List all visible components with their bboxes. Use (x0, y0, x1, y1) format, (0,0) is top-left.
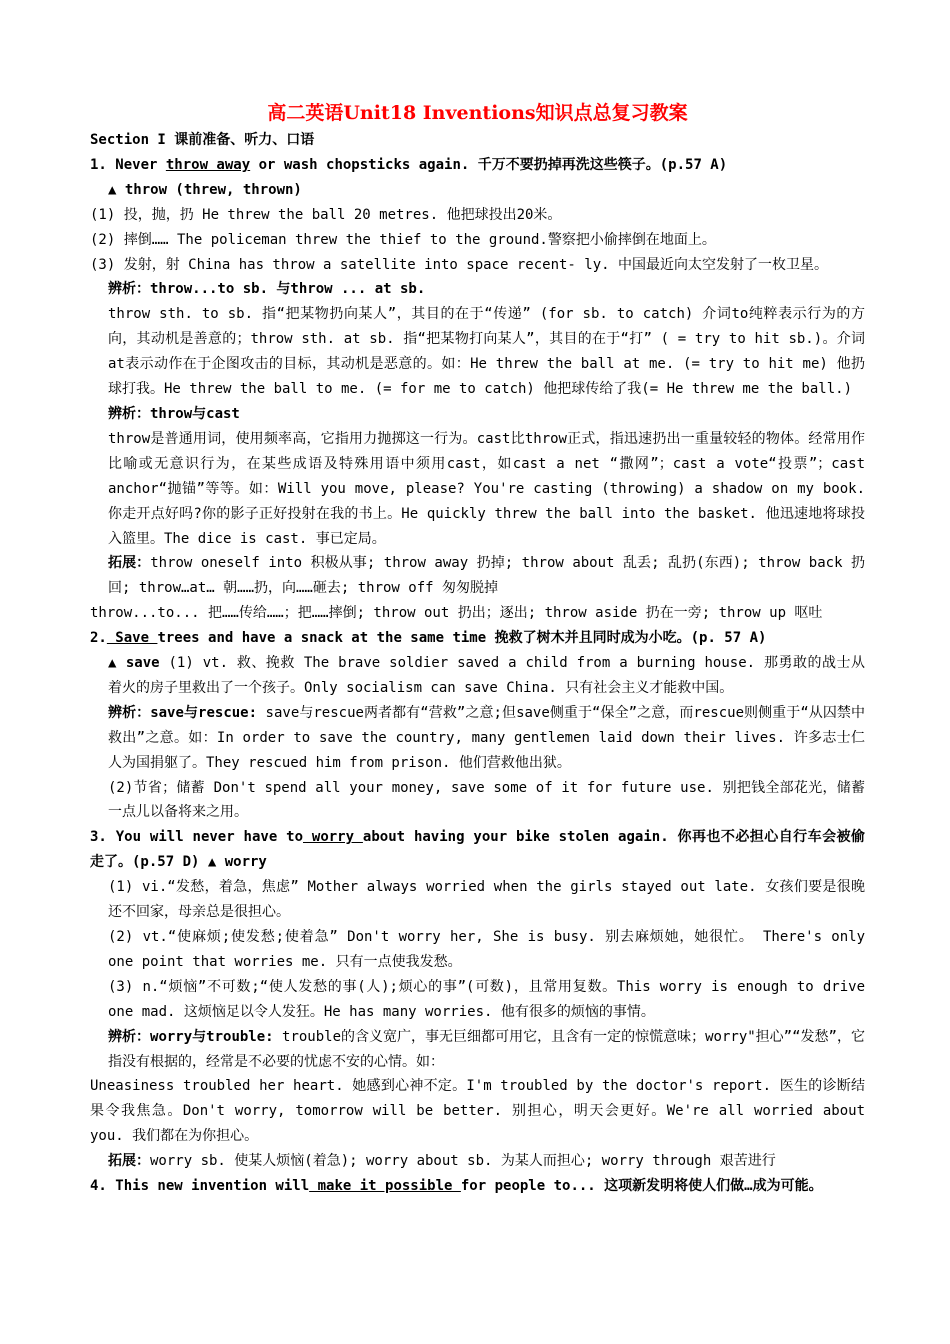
item-1-extension-text-2: throw...to... 把……传给……；把……摔倒; throw out 扔出；逐出; throw aside 扔在一旁; throw up 呕吐 (90, 605, 823, 622)
item-1-sense-1: (1) 投，抛，扔 He threw the ball 20 metres. 他把球投出20米。 (90, 206, 562, 223)
item-2-keyword: Save (106, 630, 158, 647)
item-3-analysis (90, 1025, 865, 1075)
item-4-post: for people to... 这项新发明将使人们做…成为可能。 (460, 1178, 823, 1195)
document-page (90, 100, 865, 1199)
item-3-extension-label: 拓展： (108, 1153, 150, 1170)
item-2-entry (90, 651, 865, 701)
item-1-keyword: throw away (165, 156, 251, 173)
item-2-entry-label: ▲ save (108, 655, 160, 672)
item-2-heading (90, 626, 865, 651)
item-3-keyword: worry (303, 829, 363, 846)
item-3-extension (90, 1149, 865, 1174)
item-1-analysis-2-text: throw是普通用词，使用频率高，它指用力抛掷这一行为。cast比throw正式，指迅速扔出一重量较轻的物体。经常用作比喻或无意识行为，在某些成语及特殊用语中须用cast，如cast a net “撒网”；cast a vote“投票”；cast anchor“抛锚”等等。如：Will you move, please? You're casting (throwing) a shadow on my book. 你走开点好吗?你的影子正好投射在我的书上。He quickly threw the ball into the basket. 他迅速地将球投入篮里。The dice is cast. 事已定局。 (108, 430, 865, 547)
item-3-heading (90, 825, 865, 875)
item-3-analysis-label: 辨析：worry与trouble: (108, 1028, 274, 1045)
item-3-post: about having your bike stolen again. 你再也不必担心自行车会被偷走了。(p.57 D) ▲ worry (90, 829, 865, 871)
item-2-analysis-text: save与rescue两者都有“营救”之意;但save侧重于“保全”之意，而rescue则侧重于“从囚禁中救出”之意。如：In order to save the country, many gentlemen laid down their lives. 许多志士仁人为国捐躯了。They rescued him from prison. 他们营救他出狱。 (108, 704, 866, 771)
item-2-sense-2: (2)节省；储蓄 Don't spend all your money, save some of it for future use. 别把钱全部花光，储蓄一点儿以备将来之用。 (108, 779, 865, 821)
item-1-extension-text-1: throw oneself into 积极从事; throw away 扔掉; throw about 乱丢; 乱扔(东西); throw back 扔回; throw…at… 朝……扔，向……砸去; throw off 匆匆脱掉 (108, 555, 866, 597)
item-3-analysis-text: trouble的含义宽广，事无巨细都可用它，且含有一定的惊慌意味；worry"担心”“发愁”，它指没有根据的，经常是不必要的忧虑不安的心情。如： (108, 1028, 865, 1070)
item-4-heading (90, 1174, 865, 1199)
item-1-sense-2: (2) 摔倒…… The policeman threw the thief to the ground.警察把小偷摔倒在地面上。 (90, 231, 716, 248)
item-3-sense-1: (1) vi.“发愁，着急，焦虑” Mother always worried when the girls stayed out late. 女孩们要是很晚还不回家，母亲总是很担心。 (108, 879, 865, 921)
item-1-pre: 1. Never (90, 156, 166, 173)
item-1-analysis-1-text: throw sth. to sb. 指“把某物扔向某人”，其目的在于“传递” (for sb. to catch) 介词to纯粹表示行为的方向，其动机是善意的；throw sth. at sb. 指“把某物打向某人”，其目的在于“打” ( = try to hit sb.)。介词at表示动作在于企图攻击的目标，其动机是恶意的。如：He threw the ball at me. (= try to hit me) 他扔球打我。He threw the ball to me. (= for me to catch) 他把球传给了我(= He threw me the ball.) (108, 306, 865, 398)
item-3-sense-3: (3) n.“烦恼”不可数;“使人发愁的事(人);烦心的事”(可数)，且常用复数。This worry is enough to drive one mad. 这烦恼足以令人发狂。He has many worries. 他有很多的烦恼的事情。 (108, 978, 865, 1020)
item-1-heading (90, 153, 865, 178)
item-2-analysis (90, 701, 865, 776)
item-1-sense-3: (3) 发射，射 China has throw a satellite into space recent- ly. 中国最近向太空发射了一枚卫星。 (90, 256, 829, 273)
item-2-post: trees and have a snack at the same time 挽救了树木并且同时成为小吃。(p. 57 A) (157, 630, 767, 647)
document-title: 高二英语Unit18 Inventions知识点总复习教案 (267, 102, 688, 124)
item-1-analysis-2-label: 辨析：throw与cast (108, 405, 240, 422)
item-2-pre: 2. (90, 630, 107, 647)
item-1-extension (90, 551, 865, 601)
item-1-analysis-1-label: 辨析：throw...to sb. 与throw ... at sb. (108, 281, 426, 298)
item-1-extension-label: 拓展： (108, 555, 151, 572)
item-3-sense-2: (2) vt.“使麻烦;使发愁;使着急” Don't worry her, She is busy. 别去麻烦她，她很忙。 There's only one point that worries me. 只有一点使我发愁。 (108, 929, 865, 970)
item-3-extension-text: worry sb. 使某人烦恼(着急); worry about sb. 为某人而担心; worry through 艰苦进行 (150, 1153, 776, 1170)
item-4-keyword: make it possible (309, 1178, 461, 1195)
item-2-entry-text: (1) vt. 救、挽救 The brave soldier saved a child from a burning house. 那勇敢的战士从着火的房子里救出了一个孩子。Only socialism can save China. 只有社会主义才能救中国。 (108, 655, 866, 696)
section-heading: Section I 课前准备、听力、口语 (90, 132, 315, 148)
item-1-entry: ▲ throw (threw, thrown) (108, 181, 302, 198)
item-2-analysis-label: 辨析：save与rescue: (108, 704, 258, 721)
item-3-analysis-text-2: Uneasiness troubled her heart. 她感到心神不定。I'm troubled by the doctor's report. 医生的诊断结果令我焦急。Don't worry, tomorrow will be better. 别担心，明天会更好。We're all worried about you. 我们都在为你担心。 (90, 1078, 865, 1145)
item-1-post: or wash chopsticks again. 千万不要扔掉再洗这些筷子。(p.57 A) (250, 156, 728, 173)
item-4-pre: 4. This new invention will (90, 1178, 310, 1195)
item-3-pre: 3. You will never have to (90, 829, 303, 846)
